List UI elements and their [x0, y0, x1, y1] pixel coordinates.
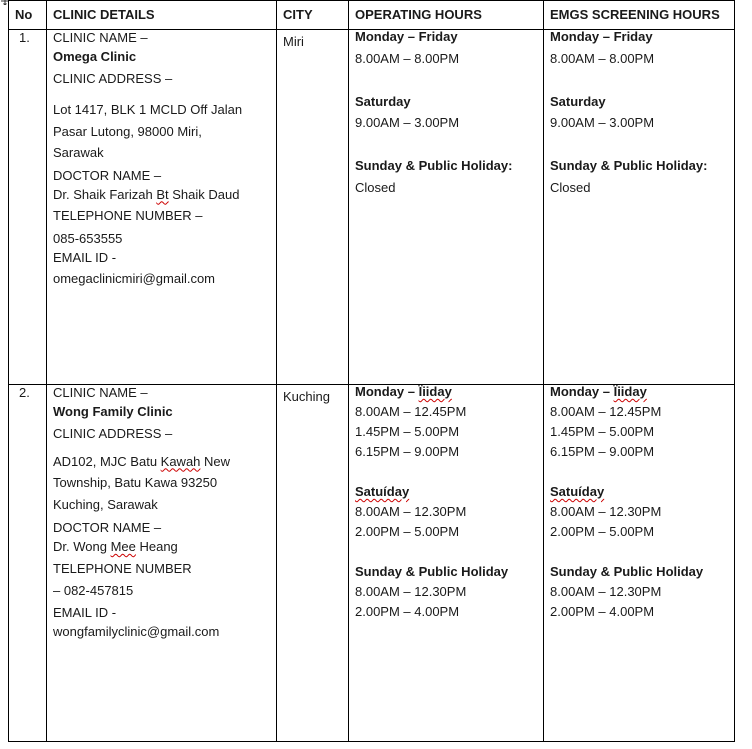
saturday-label: Saturday — [355, 93, 411, 109]
weekday-hours: 6.15PM – 9.00PM — [355, 444, 460, 459]
header-city: CITY — [277, 1, 349, 30]
sunday-label: Sunday & Public Holiday: — [355, 158, 513, 173]
saturday-hours: 2.00PM – 5.00PM — [355, 524, 460, 539]
clinic-address-line: Sarawak — [53, 145, 104, 160]
weekday-label: Monday – Friday — [355, 29, 458, 44]
header-clinic-details: CLINIC DETAILS — [47, 1, 277, 30]
weekday-label-part: Monday – — [550, 384, 614, 399]
sunday-label: Sunday & Public Holiday — [550, 564, 704, 579]
clinic-address-line: Pasar Lutong, 98000 Miri, — [53, 123, 202, 139]
weekday-hours: 8.00AM – 12.45PM — [355, 404, 467, 419]
doctor-name-part: Dr. Wong — [53, 538, 111, 554]
telephone-number: – 082-457815 — [53, 582, 134, 598]
sunday-hours: Closed — [355, 179, 396, 195]
telephone-label: TELEPHONE NUMBER – — [53, 208, 203, 223]
clinic-details-cell — [47, 30, 277, 385]
table-row — [9, 30, 735, 385]
address-part: New — [200, 453, 231, 469]
email-label: EMAIL ID - — [53, 605, 117, 621]
header-no: No — [9, 1, 47, 30]
weekday-hours: 8.00AM – 8.00PM — [355, 50, 460, 66]
spellcheck-flag[interactable]: Satuíday — [550, 484, 605, 499]
header-emgs-hours: EMGS SCREENING HOURS — [544, 1, 735, 30]
saturday-hours: 8.00AM – 12.30PM — [355, 504, 467, 519]
address-part: AD102, MJC Batu — [53, 453, 161, 469]
header-operating-hours: OPERATING HOURS — [349, 1, 544, 30]
sunday-hours: 2.00PM – 4.00PM — [355, 604, 460, 619]
weekday-hours: 6.15PM – 9.00PM — [550, 444, 655, 459]
doctor-name-label: DOCTOR NAME – — [53, 167, 162, 183]
doctor-name-part: Heang — [135, 538, 178, 554]
email-address: omegaclinicmiri@gmail.com — [53, 271, 216, 286]
clinic-name: Wong Family Clinic — [53, 404, 173, 419]
sunday-hours: Closed — [550, 179, 591, 195]
clinic-table — [8, 0, 735, 742]
sunday-label: Sunday & Public Holiday — [355, 564, 509, 579]
city-cell: Kuching — [277, 385, 349, 742]
operating-hours-cell — [349, 30, 544, 385]
weekday-label: Monday – Friday — [550, 29, 653, 44]
city-cell: Miri — [277, 30, 349, 385]
telephone-number: 085-653555 — [53, 230, 123, 246]
emgs-hours-cell — [544, 385, 735, 742]
email-label: EMAIL ID - — [53, 249, 117, 265]
saturday-label: Saturday — [550, 93, 606, 109]
operating-hours-cell — [349, 385, 544, 742]
email-address: wongfamilyclinic@gmail.com — [53, 624, 220, 640]
emgs-hours-cell — [544, 30, 735, 385]
clinic-name: Omega Clinic — [53, 49, 137, 64]
clinic-address-line: Kuching, Sarawak — [53, 497, 158, 513]
clinic-name-label: CLINIC NAME – — [53, 385, 148, 400]
doctor-name-part: Shaik Daud — [168, 186, 240, 202]
clinic-address-line: Township, Batu Kawa 93250 — [53, 475, 218, 491]
saturday-hours: 9.00AM – 3.00PM — [550, 115, 655, 130]
weekday-hours: 1.45PM – 5.00PM — [355, 424, 460, 439]
spellcheck-flag[interactable]: Bt — [156, 186, 169, 202]
spellcheck-flag[interactable]: Kawah — [160, 453, 201, 469]
spellcheck-flag[interactable]: Mee — [110, 538, 136, 554]
weekday-hours: 1.45PM – 5.00PM — [550, 424, 655, 439]
spellcheck-flag[interactable]: Ïiiday — [613, 384, 647, 399]
sunday-hours: 2.00PM – 4.00PM — [550, 604, 655, 619]
clinic-details-cell — [47, 385, 277, 742]
clinic-address-label: CLINIC ADDRESS – — [53, 70, 173, 86]
row-number: 1. — [9, 30, 47, 385]
sunday-hours: 8.00AM – 12.30PM — [355, 584, 467, 599]
clinic-name-label: CLINIC NAME – — [53, 30, 148, 45]
clinic-address-line: Lot 1417, BLK 1 MCLD Off Jalan — [53, 102, 243, 117]
spellcheck-flag[interactable]: Satuíday — [355, 484, 410, 499]
clinic-address-label: CLINIC ADDRESS – — [53, 425, 173, 441]
telephone-label: TELEPHONE NUMBER — [53, 560, 192, 576]
doctor-name-part: Dr. Shaik Farizah — [53, 186, 157, 202]
sunday-hours: 8.00AM – 12.30PM — [550, 584, 662, 599]
weekday-label-part: Monday – — [355, 384, 419, 399]
weekday-hours: 8.00AM – 8.00PM — [550, 50, 655, 66]
saturday-hours: 8.00AM – 12.30PM — [550, 504, 662, 519]
saturday-hours: 9.00AM – 3.00PM — [355, 115, 460, 130]
row-number: 2. — [9, 385, 47, 742]
table-row — [9, 385, 735, 742]
saturday-hours: 2.00PM – 5.00PM — [550, 524, 655, 539]
spellcheck-flag[interactable]: Ïiiday — [418, 384, 452, 399]
sunday-label: Sunday & Public Holiday: — [550, 158, 708, 173]
doctor-name-label: DOCTOR NAME – — [53, 519, 162, 535]
weekday-hours: 8.00AM – 12.45PM — [550, 404, 662, 419]
